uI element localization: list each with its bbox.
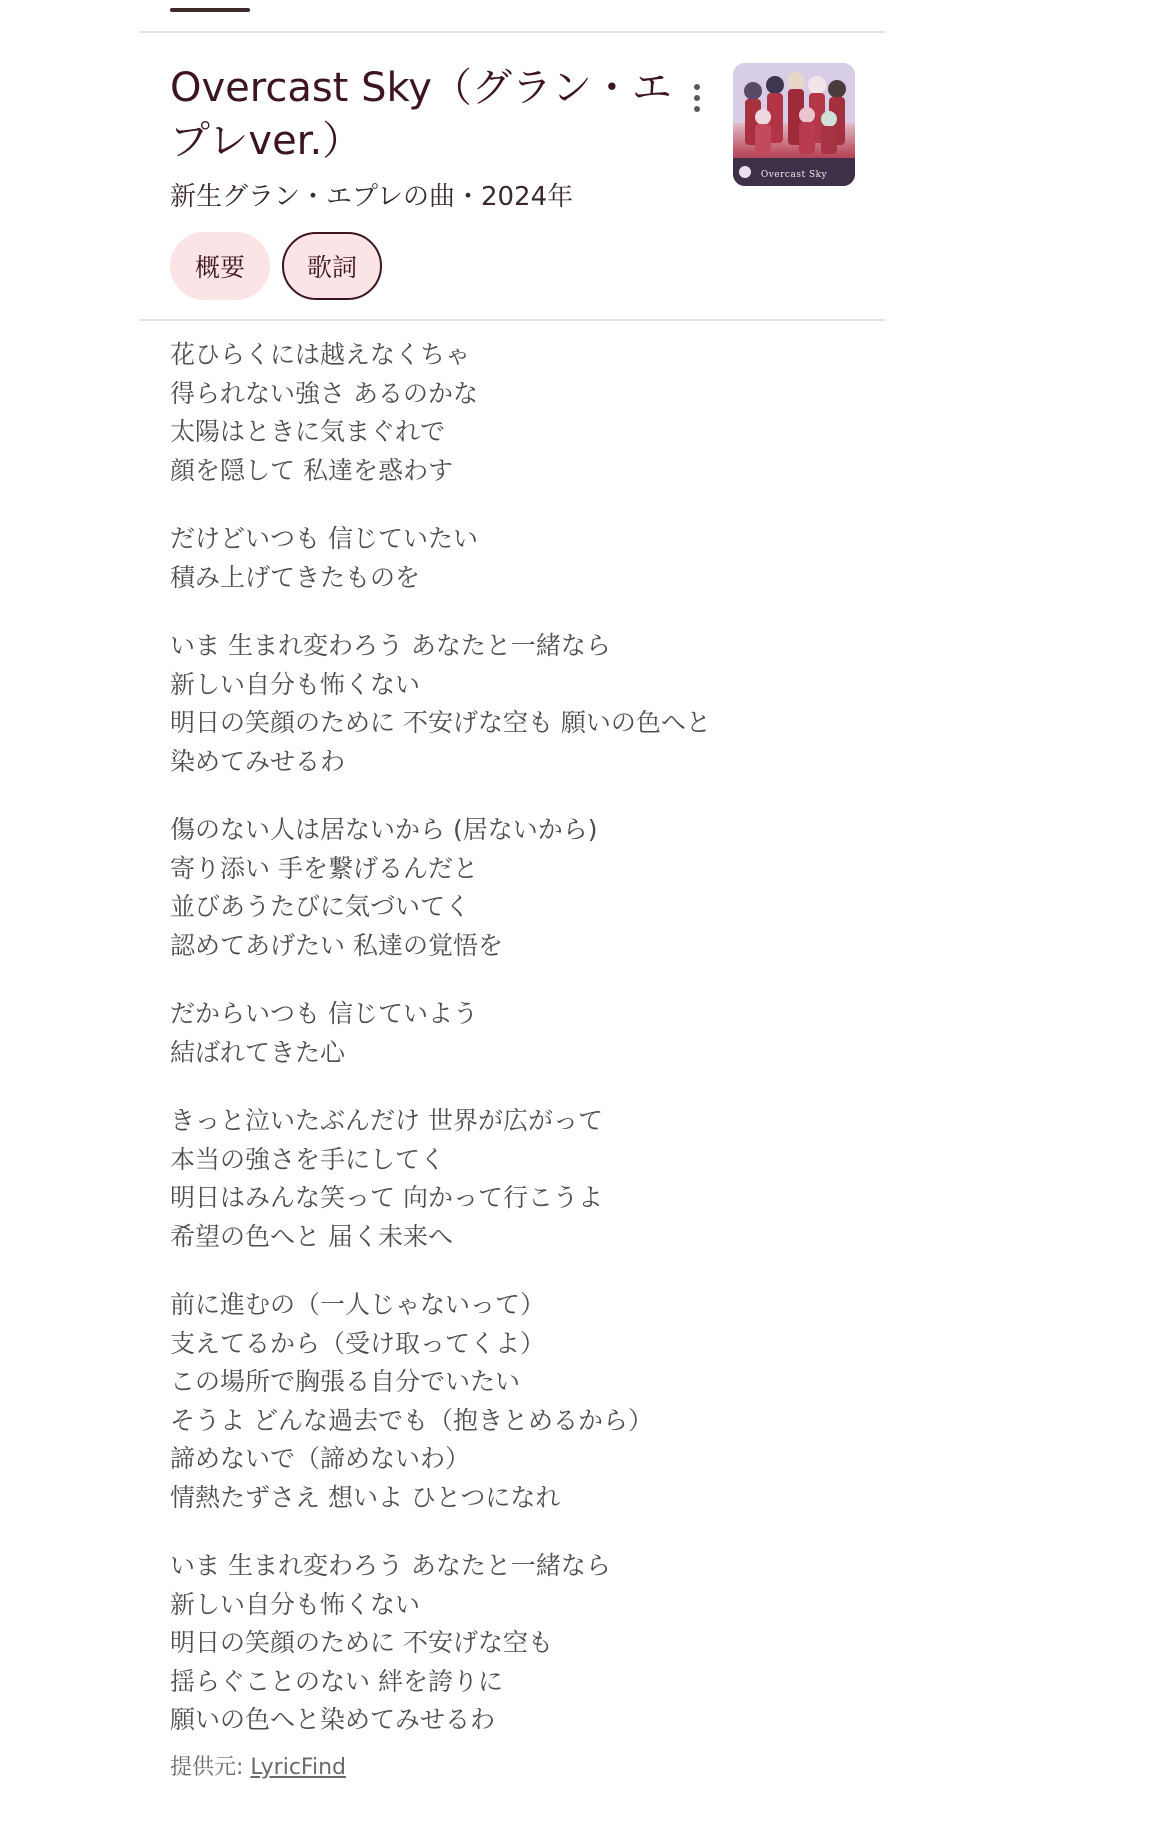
lyric-line: 認めてあげたい 私達の覚悟を bbox=[170, 930, 503, 960]
lyric-line: 新しい自分も怖くない bbox=[170, 1589, 421, 1619]
lyric-line: 傷のない人は居ないから (居ないから) bbox=[170, 815, 598, 844]
lyric-line: 本当の強さを手にしてく bbox=[170, 1144, 446, 1174]
lyric-stanza bbox=[170, 336, 870, 490]
lyric-stanza bbox=[170, 811, 870, 965]
lyric-stanza bbox=[170, 1102, 870, 1256]
lyric-stanza bbox=[170, 995, 870, 1072]
lyric-line: いま 生まれ変わろう あなたと一緒なら bbox=[170, 631, 611, 660]
lyric-line: だからいつも 信じていよう bbox=[170, 999, 478, 1028]
provider-link[interactable]: LyricFind bbox=[250, 1755, 346, 1780]
lyric-line: 得られない強さ あるのかな bbox=[170, 378, 478, 408]
tab-overview[interactable]: 概要 bbox=[170, 232, 270, 300]
lyric-stanza bbox=[170, 1286, 870, 1517]
lyrics-provider bbox=[170, 1750, 346, 1781]
lyric-line: 顔を隠して 私達を惑わす bbox=[170, 455, 453, 485]
song-subtitle: 新生グラン・エプレの曲・2024年 bbox=[170, 182, 574, 212]
lyric-stanza bbox=[170, 627, 870, 781]
lyric-line: 新しい自分も怖くない bbox=[170, 669, 421, 699]
active-tab-indicator bbox=[170, 8, 250, 12]
lyric-line: 情熱たずさえ 想いよ ひとつになれ bbox=[170, 1482, 561, 1512]
lyric-line: 揺らぐことのない 絆を誇りに bbox=[170, 1666, 503, 1696]
tab-lyrics[interactable]: 歌詞 bbox=[282, 232, 382, 300]
lyric-stanza bbox=[170, 520, 870, 597]
lyric-line: そうよ どんな過去でも（抱きとめるから） bbox=[170, 1405, 653, 1435]
more-vert-icon bbox=[694, 84, 700, 90]
album-art[interactable] bbox=[733, 63, 855, 186]
lyric-line: 支えてるから（受け取ってくよ） bbox=[170, 1328, 546, 1358]
lyric-line: 諦めないで（諦めないわ） bbox=[170, 1444, 471, 1473]
content-divider bbox=[140, 319, 885, 321]
more-options-button[interactable] bbox=[682, 80, 712, 116]
provider-prefix: 提供元: bbox=[170, 1755, 251, 1780]
lyric-line: 染めてみせるわ bbox=[170, 746, 346, 776]
lyric-stanza bbox=[170, 1547, 870, 1740]
lyrics-body bbox=[170, 336, 870, 1770]
lyric-line: 花ひらくには越えなくちゃ bbox=[170, 340, 471, 369]
lyric-line: 並びあうたびに気づいてく bbox=[170, 892, 471, 921]
song-header bbox=[170, 62, 690, 214]
lyric-line: 希望の色へと 届く未来へ bbox=[170, 1221, 453, 1251]
lyric-line: 明日はみんな笑って 向かって行こうよ bbox=[170, 1183, 603, 1212]
top-divider bbox=[140, 31, 885, 33]
lyric-line: 明日の笑顔のために 不安げな空も bbox=[170, 1628, 553, 1657]
lyric-line: 結ばれてきた心 bbox=[170, 1037, 346, 1067]
lyric-line: きっと泣いたぶんだけ 世界が広がって bbox=[170, 1106, 603, 1135]
lyric-line: 太陽はときに気まぐれで bbox=[170, 417, 446, 446]
lyric-line: 願いの色へと染めてみせるわ bbox=[170, 1705, 496, 1734]
lyric-line: 前に進むの（一人じゃないって） bbox=[170, 1290, 546, 1319]
lyric-line: この場所で胸張る自分でいたい bbox=[170, 1367, 521, 1396]
lyric-line: 寄り添い 手を繋げるんだと bbox=[170, 853, 478, 883]
album-caption: Overcast Sky bbox=[760, 170, 828, 180]
song-title: Overcast Sky（グラン・エプレver.） bbox=[170, 65, 672, 164]
album-art-illustration bbox=[733, 63, 855, 186]
lyric-line: だけどいつも 信じていたい bbox=[170, 524, 478, 553]
lyric-line: いま 生まれ変わろう あなたと一緒なら bbox=[170, 1551, 611, 1580]
lyric-line: 明日の笑顔のために 不安げな空も 願いの色へと bbox=[170, 708, 711, 737]
lyric-line: 積み上げてきたものを bbox=[170, 562, 421, 592]
tab-bar bbox=[170, 232, 382, 300]
